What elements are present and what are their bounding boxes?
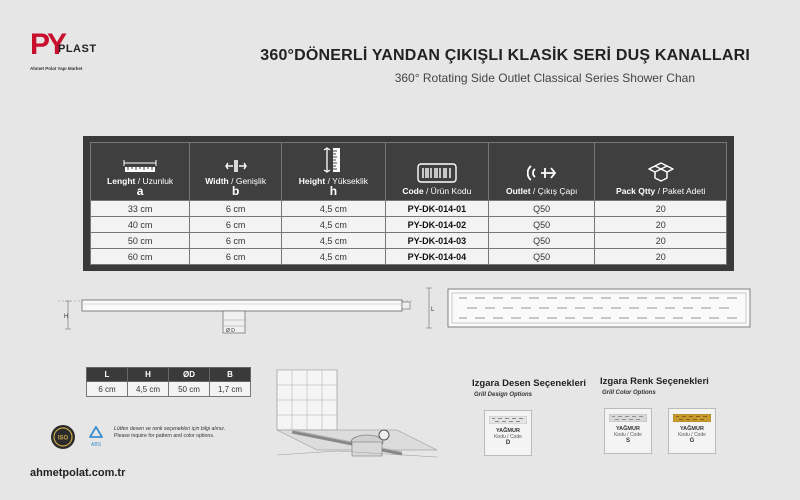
cell-code: PY-DK-014-01 <box>385 201 488 217</box>
note-tr: Lütfen desen ve renk seçenekleri için bilgi alınız. <box>114 426 226 432</box>
spec-table <box>83 136 734 271</box>
height-mark: H <box>64 314 69 320</box>
table-row <box>91 217 727 233</box>
side-view-drawing <box>58 296 413 341</box>
height-ruler-icon <box>323 147 343 173</box>
package-icon <box>648 161 674 183</box>
page-subtitle: 360° Rotating Side Outlet Classical Series Shower Chan <box>394 71 695 85</box>
option-code-label: Kodu / Code <box>614 432 642 438</box>
logo-plast: PLAST <box>58 43 97 55</box>
cell-code: PY-DK-014-03 <box>385 233 488 249</box>
ruler-icon <box>123 159 157 173</box>
top-view-drawing <box>423 286 763 331</box>
cell-pack: 20 <box>595 249 727 265</box>
length-mark: L <box>431 307 435 313</box>
table-row <box>91 233 727 249</box>
dim-value: 50 cm <box>169 382 210 397</box>
dim-header: ØD <box>169 368 210 382</box>
logo-py: PY <box>30 28 65 61</box>
quality-seal-text: ISO <box>57 435 69 442</box>
outlet-icon <box>527 163 557 183</box>
cell-code: PY-DK-014-02 <box>385 217 488 233</box>
header-length: Lenght / Uzunluk a <box>91 143 190 201</box>
dim-value: 1,7 cm <box>210 382 251 397</box>
option-code: G <box>689 438 695 444</box>
cell-width: 6 cm <box>190 233 282 249</box>
spec-table-header <box>91 143 727 201</box>
grill-color-option-silver[interactable] <box>604 408 652 454</box>
cell-width: 6 cm <box>190 249 282 265</box>
badges <box>50 424 112 450</box>
header-code: Code / Ürün Kodu <box>385 143 488 201</box>
option-code-label: Kodu / Code <box>494 434 522 440</box>
installation-illustration <box>272 360 442 470</box>
cell-width: 6 cm <box>190 217 282 233</box>
grill-design-title: Izgara Desen Seçenekleri <box>472 378 587 389</box>
grill-color-option-gold[interactable] <box>668 408 716 454</box>
cell-length: 40 cm <box>91 217 190 233</box>
recycle-text: ABS <box>90 442 102 448</box>
option-name: YAĞMUR <box>680 426 704 432</box>
grill-color-subtitle: Grill Color Options <box>602 390 656 396</box>
dim-header: H <box>128 368 169 382</box>
website-link[interactable]: ahmetpolat.com.tr <box>30 467 126 479</box>
barcode-icon <box>417 163 457 183</box>
dim-value: 6 cm <box>87 382 128 397</box>
header-pack: Pack Qtty / Paket Adeti <box>595 143 727 201</box>
dimensions-table <box>86 367 251 397</box>
cell-pack: 20 <box>595 217 727 233</box>
diameter-mark: Ø D <box>226 328 235 334</box>
cell-length: 33 cm <box>91 201 190 217</box>
silver-swatch <box>609 414 647 422</box>
cell-length: 50 cm <box>91 233 190 249</box>
option-name: YAĞMUR <box>496 428 520 434</box>
cell-width: 6 cm <box>190 201 282 217</box>
grill-pattern-swatch <box>489 416 527 424</box>
logo-tagline: Ahmet Polat Yapı Market <box>30 66 83 71</box>
cell-code: PY-DK-014-04 <box>385 249 488 265</box>
cell-height: 4,5 cm <box>282 249 386 265</box>
cell-height: 4,5 cm <box>282 217 386 233</box>
dim-header: B <box>210 368 251 382</box>
dimensions-row <box>87 382 251 397</box>
cell-height: 4,5 cm <box>282 201 386 217</box>
grill-design-subtitle: Grill Design Options <box>474 392 533 398</box>
table-row <box>91 201 727 217</box>
grill-design-option[interactable] <box>484 410 532 456</box>
cell-pack: 20 <box>595 233 727 249</box>
page-title: 360°DÖNERLİ YANDAN ÇIKIŞLI KLASİK SERİ DUŞ KANALLARI <box>260 47 750 64</box>
option-code: S <box>625 438 630 444</box>
header-width: Width / Genişlik b <box>190 143 282 201</box>
gold-swatch <box>673 414 711 422</box>
dimensions-header <box>87 368 251 382</box>
width-arrows-icon <box>225 159 247 173</box>
dim-value: 4,5 cm <box>128 382 169 397</box>
dim-header: L <box>87 368 128 382</box>
header-height: Height / Yükseklik h <box>282 143 386 201</box>
brand-logo[interactable] <box>30 28 108 76</box>
option-code-label: Kodu / Code <box>678 432 706 438</box>
cell-pack: 20 <box>595 201 727 217</box>
grill-color-title: Izgara Renk Seçenekleri <box>600 376 709 387</box>
table-row <box>91 249 727 265</box>
cell-height: 4,5 cm <box>282 233 386 249</box>
cell-outlet: Q50 <box>488 201 594 217</box>
cell-outlet: Q50 <box>488 233 594 249</box>
recycle-icon <box>90 427 102 448</box>
header-outlet: Outlet / Çıkış Çapı <box>488 143 594 201</box>
cell-outlet: Q50 <box>488 217 594 233</box>
option-code: D <box>505 440 511 446</box>
quality-seal-icon <box>51 425 75 449</box>
info-note <box>114 426 274 440</box>
cell-length: 60 cm <box>91 249 190 265</box>
cell-outlet: Q50 <box>488 249 594 265</box>
note-en: Please inquire for pattern and color options. <box>114 433 215 439</box>
option-name: YAĞMUR <box>616 426 640 432</box>
